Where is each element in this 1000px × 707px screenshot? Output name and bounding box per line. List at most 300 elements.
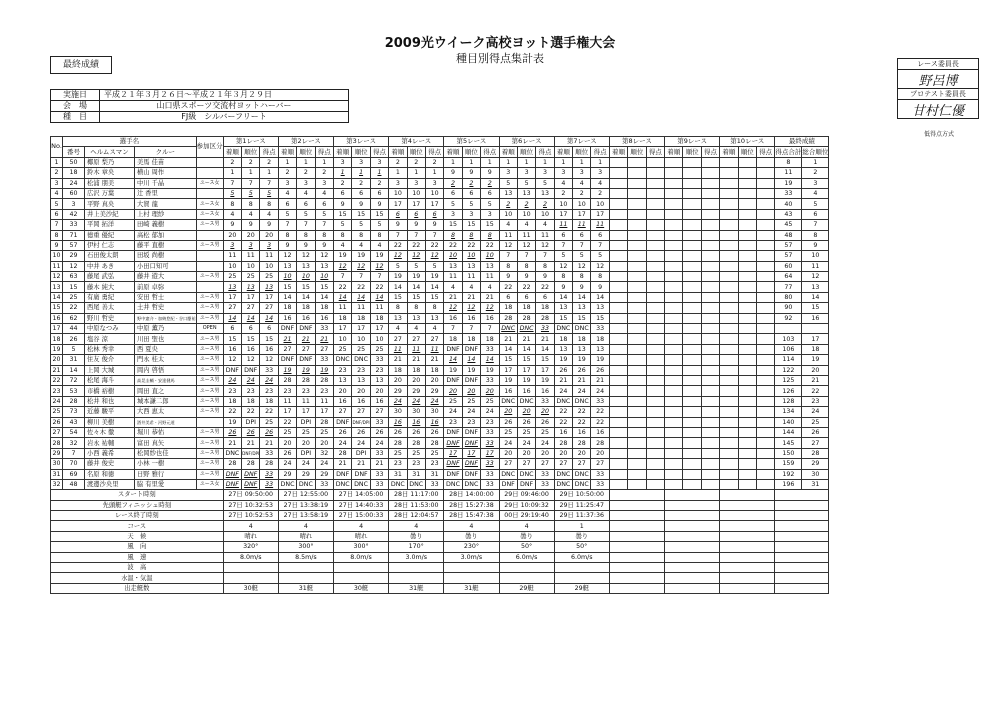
crew-name: 城本謙二郎 xyxy=(135,396,197,406)
race-cell: DNF xyxy=(333,417,351,427)
row-no: 28 xyxy=(52,439,61,447)
race-cell: 9 xyxy=(499,272,517,282)
crew-name: 中川 千晶 xyxy=(135,178,197,188)
race-cell xyxy=(665,292,683,302)
race-cell xyxy=(701,344,719,354)
row-no: 23 xyxy=(52,387,61,395)
race-cell: 8 xyxy=(536,261,554,271)
race-cell xyxy=(683,396,701,406)
race-cell: 28 xyxy=(260,459,278,469)
race-cell: 4 xyxy=(315,188,333,198)
race-cell: DNF xyxy=(462,344,480,354)
race-cell: 25 xyxy=(260,272,278,282)
col-header-category: 参加区分 xyxy=(196,137,223,158)
summary-value: 29日 10:09:32 xyxy=(499,500,554,510)
race-cell: 19 xyxy=(389,272,407,282)
race-cell xyxy=(628,282,646,292)
race-cell xyxy=(720,199,738,209)
document-subtitle: 種目別得点集計表 xyxy=(456,52,544,65)
col-header-number: 番号 xyxy=(63,147,85,157)
race-cell: 23 xyxy=(481,417,499,427)
race-cell: 25 xyxy=(517,427,535,437)
race-cell: DNF xyxy=(278,324,296,334)
helmsman-name: 德重 優紀 xyxy=(85,230,135,240)
race-cell: 28 xyxy=(425,438,443,448)
race-cell: 18 xyxy=(554,334,572,344)
race-cell: 9 xyxy=(333,199,351,209)
race-cell: 22 xyxy=(407,240,425,250)
race-cell xyxy=(646,459,664,469)
race-cell xyxy=(609,355,627,365)
race-cell: 8 xyxy=(315,230,333,240)
race-cell: 22 xyxy=(242,407,260,417)
total-points: 114 xyxy=(775,355,802,365)
race-cell: 17 xyxy=(370,324,388,334)
race-cell: 1 xyxy=(573,157,591,167)
race-cell: 7 xyxy=(315,220,333,230)
race-cell xyxy=(665,188,683,198)
summary-label: 波 高 xyxy=(51,563,224,573)
race-cell xyxy=(701,199,719,209)
race-cell: 26 xyxy=(499,417,517,427)
race-cell xyxy=(628,240,646,250)
category xyxy=(196,168,223,178)
race-cell: 19 xyxy=(333,251,351,261)
overall-rank: 6 xyxy=(802,209,829,219)
race-cell: 16 xyxy=(462,313,480,323)
race-cell: 26 xyxy=(370,427,388,437)
total-points: 122 xyxy=(775,365,802,375)
race-cell: 11 xyxy=(444,272,462,282)
race-cell xyxy=(738,313,756,323)
race-cell xyxy=(701,188,719,198)
race-cell: 16 xyxy=(315,313,333,323)
table-row xyxy=(51,168,829,178)
race-cell: 4 xyxy=(425,324,443,334)
race-header: 第10レース xyxy=(720,137,775,147)
race-cell: 13 xyxy=(573,344,591,354)
race-cell xyxy=(701,261,719,271)
race-cell: 14 xyxy=(370,292,388,302)
race-cell xyxy=(756,479,774,489)
race-cell: 15 xyxy=(591,313,609,323)
category: ユース男 xyxy=(196,396,223,406)
race-cell: 17 xyxy=(425,199,443,209)
race-cell xyxy=(756,396,774,406)
race-cell: 14 xyxy=(297,292,315,302)
race-cell: 15 xyxy=(315,282,333,292)
overall-rank: 14 xyxy=(802,292,829,302)
race-committee-label: レース委員長 xyxy=(898,59,978,70)
race-cell xyxy=(720,417,738,427)
race-cell: 23 xyxy=(333,365,351,375)
row-no: 32 xyxy=(52,481,61,489)
race-cell xyxy=(609,178,627,188)
race-cell: 20 xyxy=(278,438,296,448)
summary-value xyxy=(665,583,720,593)
sail-number: 15 xyxy=(63,282,85,292)
race-cell xyxy=(628,168,646,178)
sail-number: 26 xyxy=(63,334,85,344)
race-cell: 28 xyxy=(315,417,333,427)
race-cell: 17 xyxy=(260,292,278,302)
race-cell: 2 xyxy=(591,188,609,198)
race-cell xyxy=(701,313,719,323)
race-cell xyxy=(628,438,646,448)
race-cell: 16 xyxy=(536,386,554,396)
race-cell xyxy=(738,220,756,230)
helmsman-name: 広沢 万葉 xyxy=(85,188,135,198)
race-cell: DNC xyxy=(573,324,591,334)
summary-value: 4 xyxy=(499,521,554,531)
summary-value: 50° xyxy=(499,542,554,552)
race-cell: DNF xyxy=(462,438,480,448)
race-cell xyxy=(738,282,756,292)
race-cell: 5 xyxy=(333,220,351,230)
summary-value xyxy=(278,563,333,573)
race-cell: 4 xyxy=(444,282,462,292)
race-subheader: 着順 xyxy=(278,147,296,157)
race-cell xyxy=(683,313,701,323)
race-cell: 6 xyxy=(444,188,462,198)
crew-name: 中原 薫乃 xyxy=(135,324,197,334)
crew-name: 田崎 義樹 xyxy=(135,220,197,230)
race-cell: 5 xyxy=(536,178,554,188)
race-cell xyxy=(628,230,646,240)
category: ユース男 xyxy=(196,438,223,448)
race-cell: 31 xyxy=(425,469,443,479)
race-cell xyxy=(609,157,627,167)
category: OPEN xyxy=(196,324,223,334)
race-cell: 20 xyxy=(260,230,278,240)
race-cell xyxy=(701,417,719,427)
overall-rank: 13 xyxy=(802,282,829,292)
race-cell: 16 xyxy=(481,313,499,323)
race-subheader: 着順 xyxy=(333,147,351,157)
helmsman-name: 市橋 裕樹 xyxy=(85,386,135,396)
race-cell xyxy=(646,282,664,292)
final-results-box: 最終成績 xyxy=(50,56,112,74)
race-cell: 15 xyxy=(573,313,591,323)
race-cell xyxy=(665,178,683,188)
race-cell: 16 xyxy=(517,386,535,396)
race-cell xyxy=(683,303,701,313)
race-cell xyxy=(665,355,683,365)
race-cell: 21 xyxy=(573,375,591,385)
summary-value xyxy=(665,490,720,500)
overall-rank: 5 xyxy=(802,199,829,209)
race-cell xyxy=(683,209,701,219)
summary-value xyxy=(223,563,278,573)
race-cell xyxy=(609,292,627,302)
race-cell: 20 xyxy=(462,386,480,396)
race-cell: 17 xyxy=(591,209,609,219)
race-cell: 11 xyxy=(242,251,260,261)
row-no: 10 xyxy=(52,252,61,260)
race-cell xyxy=(701,407,719,417)
race-cell: 6 xyxy=(333,188,351,198)
race-cell xyxy=(665,334,683,344)
race-cell: 19 xyxy=(481,365,499,375)
race-cell: 4 xyxy=(370,240,388,250)
race-cell: 12 xyxy=(352,261,370,271)
category xyxy=(196,261,223,271)
race-cell: 1 xyxy=(407,168,425,178)
race-cell: 21 xyxy=(278,334,296,344)
race-cell xyxy=(720,188,738,198)
race-cell: 13 xyxy=(573,303,591,313)
helmsman-name: 柳川 美樹 xyxy=(85,417,135,427)
race-cell: 10 xyxy=(352,334,370,344)
summary-value xyxy=(609,500,664,510)
final-subheader: 得点合計 xyxy=(775,147,802,156)
race-cell xyxy=(738,178,756,188)
summary-value xyxy=(720,531,775,541)
race-cell: 13 xyxy=(407,313,425,323)
race-cell: DNF xyxy=(278,355,296,365)
sail-number: 24 xyxy=(63,178,85,188)
race-cell xyxy=(701,230,719,240)
race-cell: 19 xyxy=(499,375,517,385)
race-cell: 25 xyxy=(242,272,260,282)
race-cell xyxy=(738,375,756,385)
race-cell: 28 xyxy=(499,313,517,323)
sail-number: 73 xyxy=(63,407,85,417)
race-cell: 25 xyxy=(333,344,351,354)
race-cell: 11 xyxy=(389,344,407,354)
race-header: 第8レース xyxy=(609,137,664,147)
race-subheader: 得点 xyxy=(481,147,499,157)
category xyxy=(196,282,223,292)
race-cell: 7 xyxy=(370,272,388,282)
category xyxy=(196,417,223,427)
race-cell: DNF xyxy=(242,365,260,375)
race-cell: DPI xyxy=(297,448,315,458)
race-cell: DNC xyxy=(573,396,591,406)
total-points: 11 xyxy=(775,168,802,178)
race-cell: DNF xyxy=(444,438,462,448)
race-cell: 28 xyxy=(517,313,535,323)
race-cell: 10 xyxy=(591,199,609,209)
race-cell: 10 xyxy=(462,251,480,261)
race-subheader: 着順 xyxy=(554,147,572,157)
table-row xyxy=(51,344,829,354)
helmsman-name: 藤尾 武弘 xyxy=(85,272,135,282)
race-cell: 19 xyxy=(425,272,443,282)
info-value: 平成２１年３月２６日～平成２１年３月２９日 xyxy=(100,90,349,101)
race-cell xyxy=(701,469,719,479)
summary-value xyxy=(720,500,775,510)
total-points: 159 xyxy=(775,459,802,469)
race-cell xyxy=(665,272,683,282)
helmsman-name: 中原なつみ xyxy=(85,324,135,334)
race-cell xyxy=(756,251,774,261)
table-row xyxy=(51,251,829,261)
race-cell: 14 xyxy=(536,344,554,354)
race-cell: 16 xyxy=(333,396,351,406)
race-cell xyxy=(609,251,627,261)
race-cell: 3 xyxy=(278,178,296,188)
race-cell xyxy=(756,469,774,479)
race-cell xyxy=(628,375,646,385)
race-cell: 20 xyxy=(370,386,388,396)
crew-name: 高松 郁加 xyxy=(135,230,197,240)
race-cell: 18 xyxy=(333,313,351,323)
race-cell xyxy=(720,479,738,489)
summary-value xyxy=(333,573,388,583)
category: ユース男 xyxy=(196,272,223,282)
sail-number: 44 xyxy=(63,324,85,334)
summary-value xyxy=(665,563,720,573)
race-cell: 6 xyxy=(591,230,609,240)
race-cell: 20 xyxy=(407,375,425,385)
race-cell: 2 xyxy=(260,157,278,167)
race-cell: 7 xyxy=(389,230,407,240)
summary-value: 300° xyxy=(333,542,388,552)
race-cell: 6 xyxy=(260,324,278,334)
race-cell xyxy=(683,157,701,167)
race-cell: 12 xyxy=(242,355,260,365)
race-cell xyxy=(646,427,664,437)
race-cell xyxy=(683,448,701,458)
race-cell: 33 xyxy=(481,459,499,469)
race-cell: 20 xyxy=(444,386,462,396)
table-row xyxy=(51,220,829,230)
sail-number: 71 xyxy=(63,230,85,240)
race-cell: DNF xyxy=(223,479,241,489)
race-cell xyxy=(609,396,627,406)
race-cell: 33 xyxy=(370,479,388,489)
race-cell xyxy=(701,386,719,396)
race-cell xyxy=(646,448,664,458)
crew-name: 小田口知可 xyxy=(135,261,197,271)
race-cell: 2 xyxy=(425,157,443,167)
race-cell: 11 xyxy=(499,230,517,240)
total-points: 192 xyxy=(775,469,802,479)
race-cell xyxy=(738,157,756,167)
crew-name: 前原 卓弥 xyxy=(135,282,197,292)
race-cell: 14 xyxy=(333,292,351,302)
race-cell xyxy=(628,407,646,417)
total-points: 64 xyxy=(775,272,802,282)
race-cell: 20 xyxy=(536,407,554,417)
race-cell: 12 xyxy=(499,240,517,250)
race-cell xyxy=(665,303,683,313)
race-cell: 16 xyxy=(242,344,260,354)
race-cell xyxy=(609,199,627,209)
race-cell: 1 xyxy=(554,157,572,167)
race-cell xyxy=(665,240,683,250)
race-cell: DNF xyxy=(499,479,517,489)
race-cell xyxy=(683,438,701,448)
race-cell: 9 xyxy=(425,220,443,230)
race-cell: 6 xyxy=(389,209,407,219)
summary-label: 先頭艇フィニッシュ時刻 xyxy=(51,500,224,510)
table-row xyxy=(51,427,829,437)
crew-name: 田坂 尚樹 xyxy=(135,251,197,261)
race-cell: 18 xyxy=(407,365,425,375)
race-cell: 25 xyxy=(481,396,499,406)
summary-value xyxy=(665,531,720,541)
category: ユース男 xyxy=(196,292,223,302)
race-cell: 17 xyxy=(352,324,370,334)
race-cell xyxy=(683,220,701,230)
race-cell: 3 xyxy=(297,178,315,188)
race-cell: 22 xyxy=(352,282,370,292)
sail-number: 18 xyxy=(63,168,85,178)
race-cell xyxy=(665,261,683,271)
race-cell: DNF xyxy=(517,479,535,489)
race-cell: 25 xyxy=(536,427,554,437)
race-cell: 8 xyxy=(297,230,315,240)
race-cell: 21 xyxy=(315,334,333,344)
summary-label: コース xyxy=(51,521,224,531)
summary-value: 28日 15:27:38 xyxy=(444,500,499,510)
summary-value: 28日 12:04:57 xyxy=(389,511,444,521)
race-cell: 15 xyxy=(223,334,241,344)
race-cell: 22 xyxy=(425,240,443,250)
overall-rank: 18 xyxy=(802,344,829,354)
sail-number: 25 xyxy=(63,292,85,302)
race-cell: 3 xyxy=(223,240,241,250)
race-cell xyxy=(683,479,701,489)
race-cell xyxy=(609,188,627,198)
race-cell: 29 xyxy=(278,469,296,479)
race-cell: DNF xyxy=(242,479,260,489)
summary-value xyxy=(609,563,664,573)
race-cell xyxy=(683,355,701,365)
summary-empty xyxy=(775,563,829,573)
race-cell: 18 xyxy=(278,303,296,313)
sail-number: 5 xyxy=(63,344,85,354)
overall-rank: 10 xyxy=(802,251,829,261)
helmsman-name: 上岡 大城 xyxy=(85,365,135,375)
row-no: 6 xyxy=(51,209,63,219)
race-cell: 5 xyxy=(444,199,462,209)
race-cell xyxy=(646,209,664,219)
race-cell xyxy=(665,365,683,375)
summary-value: 曇り xyxy=(444,531,499,541)
race-cell: 1 xyxy=(499,157,517,167)
race-cell: 10 xyxy=(444,251,462,261)
race-cell: 9 xyxy=(370,199,388,209)
race-cell: 24 xyxy=(536,438,554,448)
results-table xyxy=(50,136,829,594)
race-cell: 13 xyxy=(260,282,278,292)
row-no: 7 xyxy=(51,220,63,230)
race-subheader: 順位 xyxy=(628,147,646,157)
race-cell xyxy=(609,479,627,489)
race-cell: 18 xyxy=(389,365,407,375)
race-cell xyxy=(646,407,664,417)
race-cell: 7 xyxy=(352,272,370,282)
total-points: 144 xyxy=(775,427,802,437)
race-cell: 7 xyxy=(260,178,278,188)
race-cell xyxy=(756,303,774,313)
race-cell xyxy=(756,292,774,302)
row-no: 13 xyxy=(52,283,61,291)
race-cell: 8 xyxy=(481,230,499,240)
race-cell xyxy=(665,479,683,489)
race-cell: 28 xyxy=(315,375,333,385)
race-cell: 18 xyxy=(499,303,517,313)
race-cell: 8 xyxy=(554,272,572,282)
table-row xyxy=(51,417,829,427)
race-cell: 1 xyxy=(223,168,241,178)
total-points: 140 xyxy=(775,417,802,427)
race-cell xyxy=(756,407,774,417)
race-subheader: 順位 xyxy=(683,147,701,157)
